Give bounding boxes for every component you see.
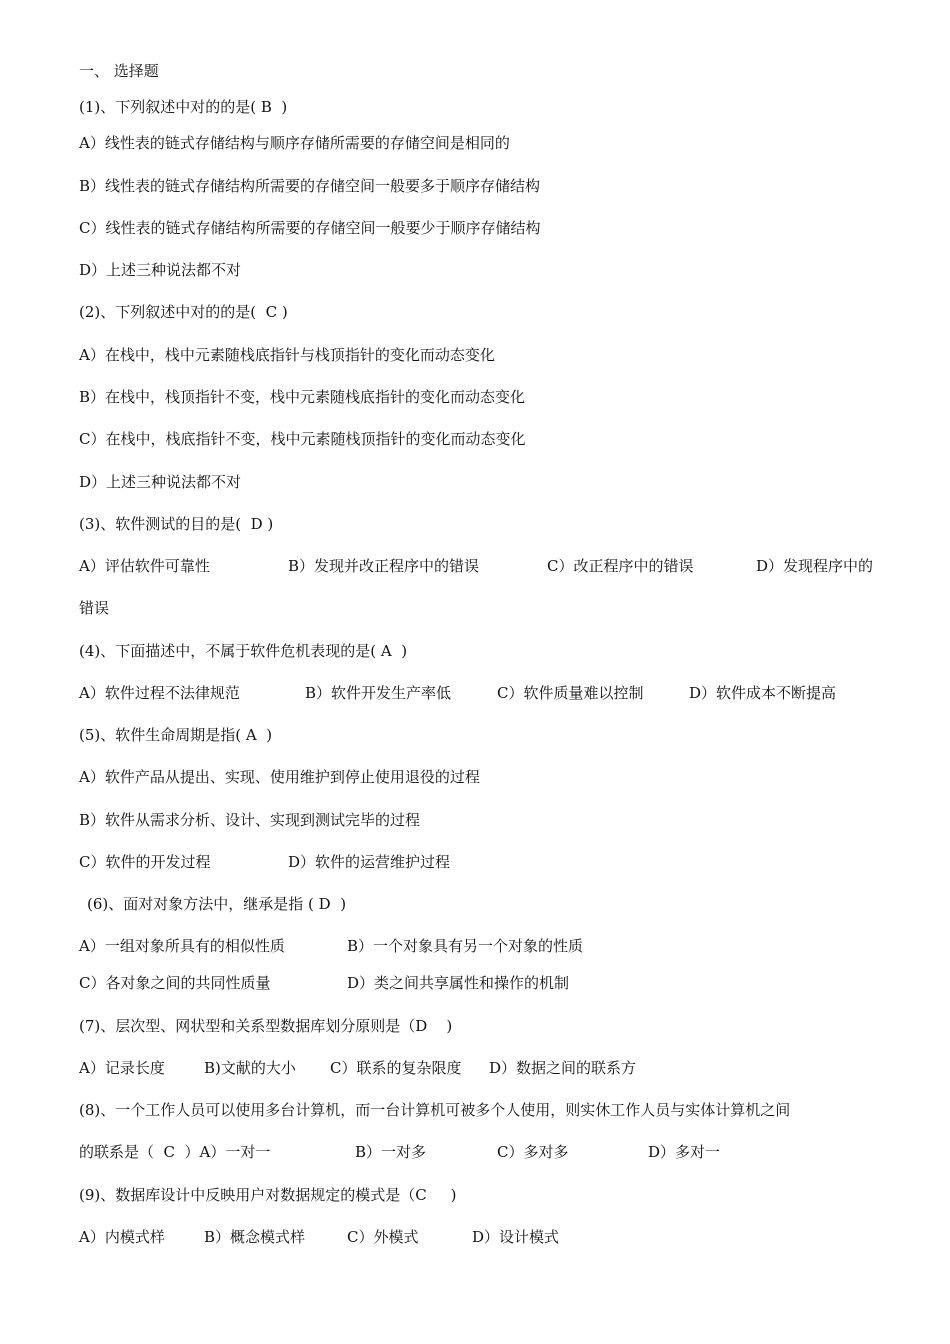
question-3-option-b: B）发现并改正程序中的错误 xyxy=(288,557,480,575)
question-4-option-a: A）软件过程不法律规范 xyxy=(79,684,240,702)
question-5-option-d: D）软件的运营维护过程 xyxy=(288,853,451,871)
question-7: (7)、层次型、网状型和关系型数据库划分原则是（D ) xyxy=(79,1017,453,1035)
question-1-option-b: B）线性表的链式存储结构所需要的存储空间一般要多于顺序存储结构 xyxy=(79,177,541,195)
question-3-option-c: C）改正程序中的错误 xyxy=(547,557,694,575)
question-3-option-d: D）发现程序中的 xyxy=(756,557,874,575)
question-8-option-c: C）多对多 xyxy=(497,1143,569,1161)
question-6-option-b: B）一个对象具有另一个对象的性质 xyxy=(347,937,584,955)
question-7-option-a: A）记录长度 xyxy=(79,1059,165,1077)
question-1-option-a: A）线性表的链式存储结构与顺序存储所需要的存储空间是相同的 xyxy=(79,134,510,152)
question-4: (4)、下面描述中，不属于软件危机表现的是( A ) xyxy=(79,642,408,660)
question-6-option-d: D）类之间共享属性和操作的机制 xyxy=(347,974,570,992)
question-9-option-a: A）内模式样 xyxy=(79,1228,165,1246)
question-2-option-d: D）上述三种说法都不对 xyxy=(79,473,242,491)
question-6: (6)、面对对象方法中，继承是指 ( D ) xyxy=(87,895,347,913)
question-1: (1)、下列叙述中对的的是( B ) xyxy=(79,98,288,116)
question-5-option-a: A）软件产品从提出、实现、使用维护到停止使用退役的过程 xyxy=(79,768,480,786)
question-5-option-c: C）软件的开发过程 xyxy=(79,853,211,871)
question-9-option-d: D）设计模式 xyxy=(472,1228,560,1246)
question-5-option-b: B）软件从需求分析、设计、实现到测试完毕的过程 xyxy=(79,811,421,829)
question-3-option-d-continued: 错误 xyxy=(79,599,110,617)
question-9: (9)、数据库设计中反映用户对数据规定的模式是（C ) xyxy=(79,1186,457,1204)
question-3-option-a: A）评估软件可靠性 xyxy=(79,557,210,575)
question-2-option-a: A）在栈中，栈中元素随栈底指针与栈顶指针的变化而动态变化 xyxy=(79,346,495,364)
question-1-option-d: D）上述三种说法都不对 xyxy=(79,261,242,279)
question-9-option-c: C）外模式 xyxy=(347,1228,419,1246)
question-7-option-d: D）数据之间的联系方 xyxy=(489,1059,637,1077)
section-title: 一、 选择题 xyxy=(79,62,159,80)
question-7-option-c: C）联系的复杂限度 xyxy=(330,1059,462,1077)
question-2-option-c: C）在栈中，栈底指针不变，栈中元素随栈顶指针的变化而动态变化 xyxy=(79,430,526,448)
question-8-stem-option-a: 的联系是（ C ）A）一对一 xyxy=(79,1143,271,1161)
question-2-option-b: B）在栈中，栈顶指针不变，栈中元素随栈底指针的变化而动态变化 xyxy=(79,388,526,406)
question-8: (8)、一个工作人员可以使用多台计算机，而一台计算机可被多个人使用，则实休工作人员与实体计算机之间 xyxy=(79,1101,791,1119)
question-4-option-d: D）软件成本不断提高 xyxy=(689,684,837,702)
question-4-option-c: C）软件质量难以控制 xyxy=(497,684,644,702)
question-6-option-a: A）一组对象所具有的相似性质 xyxy=(79,937,285,955)
question-6-option-c: C）各对象之间的共同性质量 xyxy=(79,974,271,992)
question-2: (2)、下列叙述中对的的是( C ) xyxy=(79,303,288,321)
question-8-option-d: D）多对一 xyxy=(648,1143,721,1161)
question-4-option-b: B）软件开发生产率低 xyxy=(305,684,452,702)
question-7-option-b: B)文献的大小 xyxy=(204,1059,296,1077)
question-3: (3)、软件测试的目的是( D ) xyxy=(79,515,274,533)
question-5: (5)、软件生命周期是指( A ) xyxy=(79,726,273,744)
question-1-option-c: C）线性表的链式存储结构所需要的存储空间一般要少于顺序存储结构 xyxy=(79,219,541,237)
question-9-option-b: B）概念模式样 xyxy=(204,1228,306,1246)
question-8-option-b: B）一对多 xyxy=(355,1143,427,1161)
